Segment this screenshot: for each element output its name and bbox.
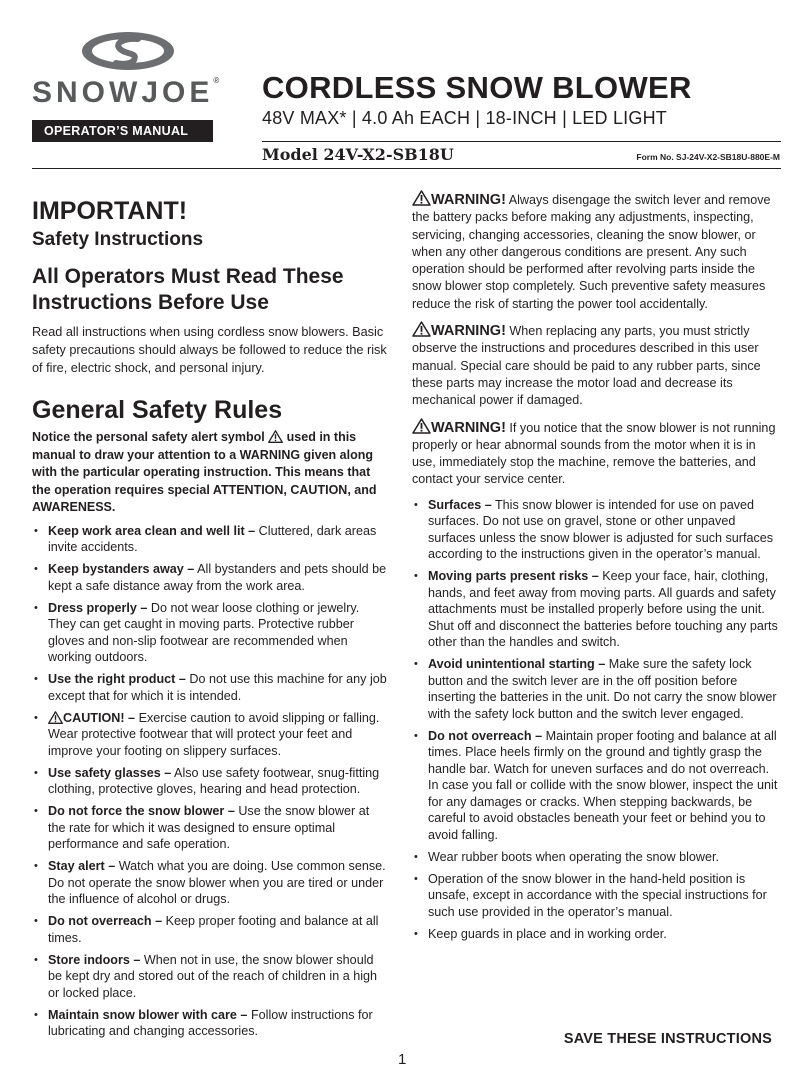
list-item: • Use safety glasses – Also use safety footwear, snug-fitting clothing, protective gloves, hearing and head protection.: [32, 765, 388, 798]
warning-block: WARNING! Always disengage the switch lever and remove the battery packs before making any adjustments, inspecting, servicing, changing accessories, cleaning the snow blower, or when any other dangerous conditions are present. Any such operation should be performed after revolving parts inside the snow blower stop completely. Such preventive safety measures reduce the risk of starting the power tool accidentally.: [412, 192, 771, 311]
list-item: • Do not force the snow blower – Use the snow blower at the rate for which it was designed to ensure optimal performance and safe operation.: [32, 803, 388, 853]
document-title: CORDLESS SNOW BLOWER: [262, 70, 692, 105]
page-number: 1: [398, 1051, 407, 1068]
alert-symbol-notice: Notice the personal safety alert symbol used in this manual to draw your attention to a WARNING given along with the particular operating instruction. This means that the operation requires special ATTENTION, CAUTION, and AWARENESS.: [32, 430, 377, 514]
operators-manual-badge: OPERATOR’S MANUAL: [32, 120, 213, 142]
warning-alert-icon: [412, 190, 431, 206]
header-bottom-divider: [32, 168, 781, 169]
list-item: • Do not overreach – Maintain proper footing and balance at all times. Place heels firmly on the ground and tightly grasp the handle bar. Watch for uneven surfaces and do not overreach. In case you fall or collide with the snow blower, inspect the unit for any damages or cracks. When stepping backwards, be careful to avoid obstacles beneath your feet or behind you to avoid falling.: [412, 728, 780, 844]
right-rules-list: [412, 497, 780, 943]
warning-alert-icon: [412, 418, 431, 434]
list-item: • Store indoors – When not in use, the snow blower should be kept dry and stored out of the reach of children in a high or locked place.: [32, 952, 388, 1002]
left-rules-list: [32, 523, 388, 1040]
snowjoe-logo-icon: [80, 30, 176, 72]
header-divider: [262, 141, 781, 142]
list-item: • Operation of the snow blower in the hand-held position is unsafe, except in accordance with the special instructions for such use provided in the operator’s manual.: [412, 871, 780, 921]
list-item: • CAUTION! – Exercise caution to avoid slipping or falling. Wear protective footwear that will protect your feet and improve your footing on slippery surfaces.: [32, 710, 388, 760]
left-column: [32, 196, 388, 1045]
warning-alert-icon: [412, 321, 431, 337]
list-item: • Use the right product – Do not use this machine for any job except that for which it is intended.: [32, 671, 388, 704]
right-column: [412, 190, 780, 948]
save-instructions-footer: SAVE THESE INSTRUCTIONS: [563, 1031, 772, 1047]
model-number: Model 24V-X2-SB18U: [262, 145, 454, 164]
list-item: • Dress properly – Do not wear loose clothing or jewelry. They can get caught in moving parts. Protective rubber gloves and non-slip footwear are recommended when working outdoors.: [32, 600, 388, 666]
list-item: • Keep work area clean and well lit – Cluttered, dark areas invite accidents.: [32, 523, 388, 556]
warning-block: WARNING! If you notice that the snow blower is not running properly or hear abnormal sounds from the motor when it is in use, immediately stop the machine, remove the batteries, and contact your service center.: [412, 419, 776, 487]
important-heading: IMPORTANT!: [32, 197, 188, 225]
general-safety-rules-heading: General Safety Rules: [32, 396, 283, 424]
list-item: • Maintain snow blower with care – Follow instructions for lubricating and changing accessories.: [32, 1007, 388, 1040]
list-item: • Moving parts present risks – Keep your face, hair, clothing, hands, and feet away from moving parts. All guards and safety attachments must be installed properly before using the unit. Shut off and disconnect the batteries before touching any parts other than the handles and switch.: [412, 568, 780, 651]
safety-instructions-heading: Safety Instructions: [32, 229, 204, 250]
list-item: • Do not overreach – Keep proper footing and balance at all times.: [32, 913, 388, 946]
form-number: Form No. SJ-24V-X2-SB18U-880E-M: [636, 152, 780, 162]
list-item: • Surfaces – This snow blower is intended for use on paved surfaces. Do not use on gravel, stone or other unpaved surfaces unless the snow blower is adjusted for such surfaces according to the instructions given in the operator’s manual.: [412, 497, 780, 563]
safety-alert-icon: [268, 430, 283, 443]
must-read-heading: All Operators Must Read These Instructions Before Use: [32, 265, 344, 314]
warning-block: WARNING! When replacing any parts, you must strictly observe the instructions and procedures described in this user manual. Special care should be paid to any rubber parts, since these parts may increase the motor load and decrease its mechanical power if damaged.: [412, 323, 761, 408]
list-item: • Avoid unintentional starting – Make sure the safety lock button and the switch lever are in the off position before inserting the batteries in the unit. Do not carry the snow blower with the safety lock button and the switch lever engaged.: [412, 656, 780, 722]
intro-paragraph: Read all instructions when using cordless snow blowers. Basic safety precautions should always be followed to reduce the risk of fire, electric shock, and personal injury.: [32, 325, 387, 375]
list-item: • Stay alert – Watch what you are doing. Use common sense. Do not operate the snow blower when you are tired or under the influence of alcohol or drugs.: [32, 858, 388, 908]
list-item: • Wear rubber boots when operating the snow blower.: [412, 849, 780, 866]
safety-alert-icon: [48, 711, 63, 724]
document-subtitle: 48V MAX* | 4.0 Ah EACH | 18-INCH | LED LIGHT: [262, 108, 667, 128]
brand-wordmark: SNOWJOE®: [32, 76, 220, 109]
list-item: • Keep guards in place and in working order.: [412, 926, 780, 943]
list-item: • Keep bystanders away – All bystanders and pets should be kept a safe distance away from the work area.: [32, 561, 388, 594]
trademark-symbol: ®: [213, 76, 220, 85]
